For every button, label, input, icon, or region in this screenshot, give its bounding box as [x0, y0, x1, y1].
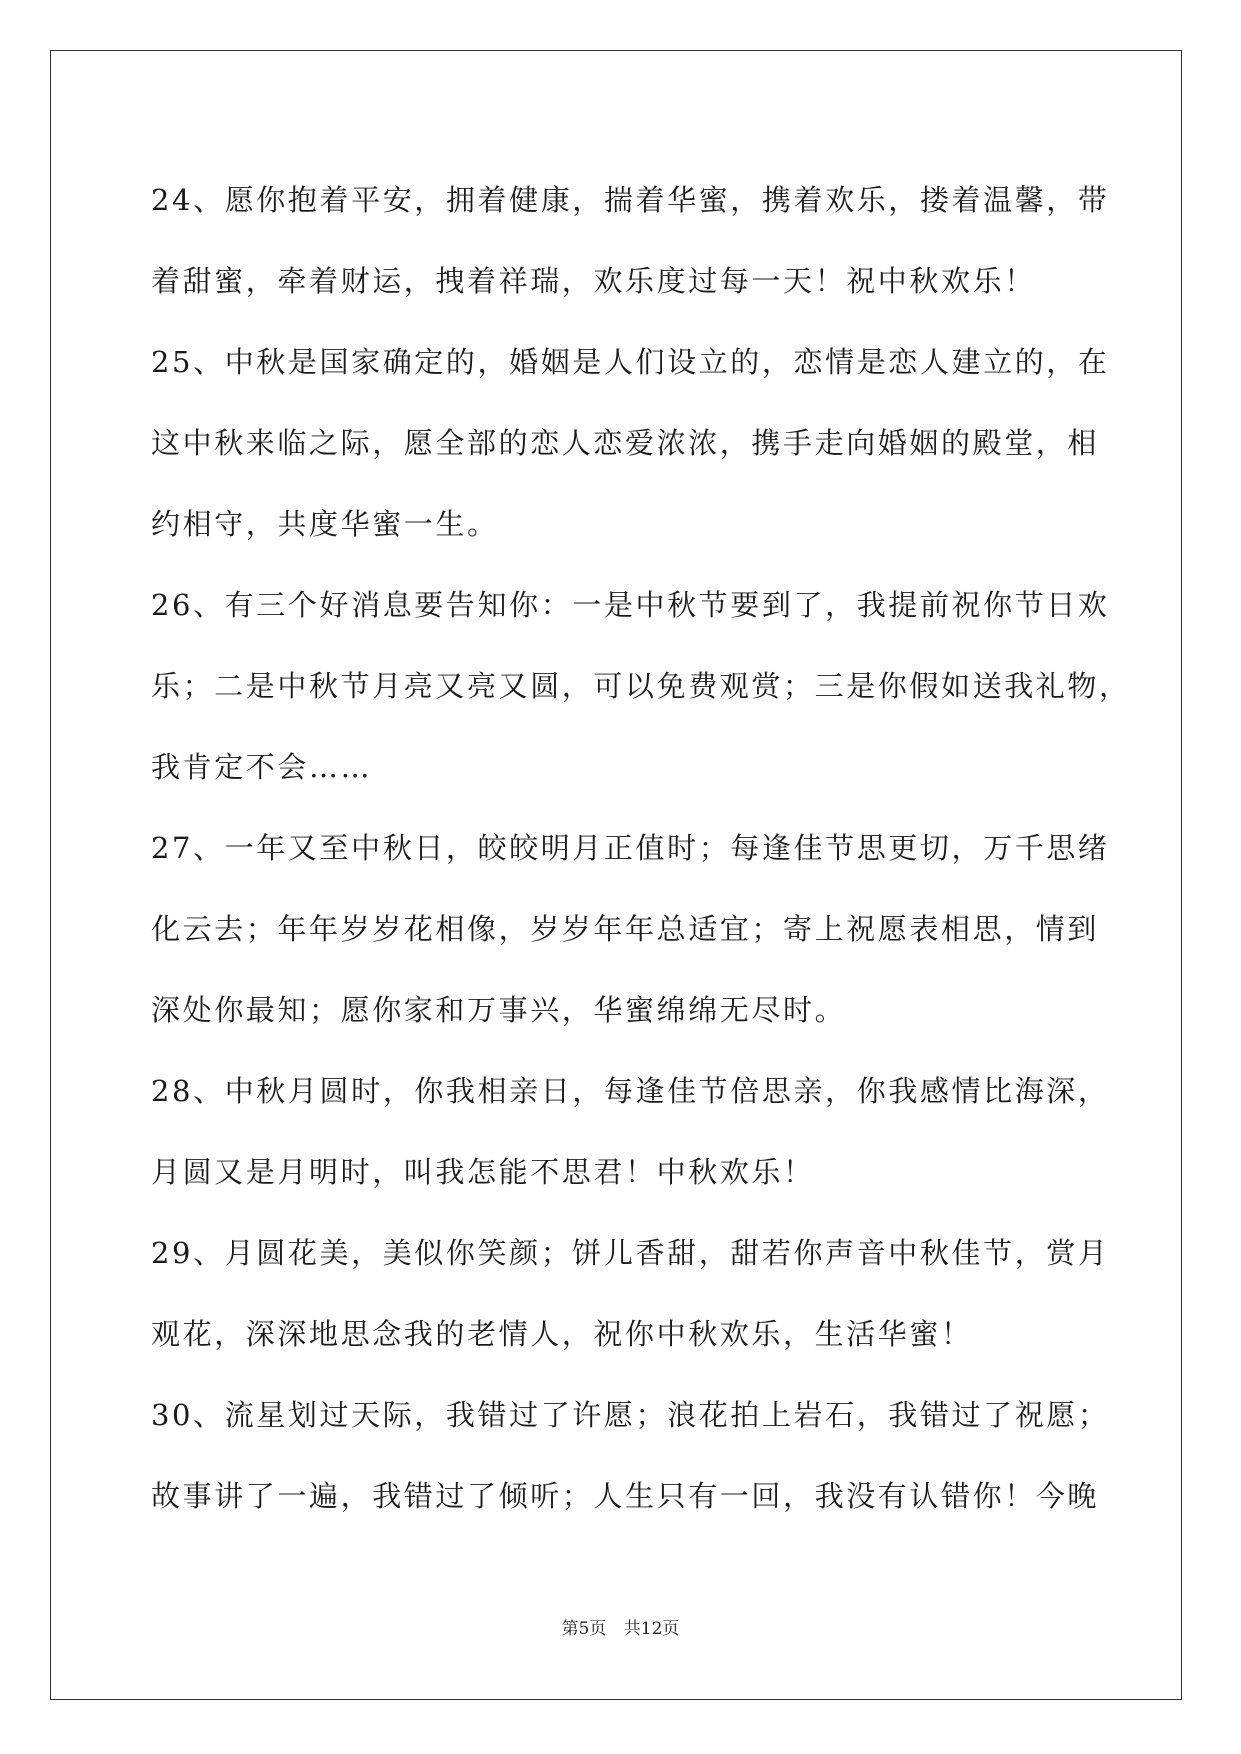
- text-line: 24、愿你抱着平安，拥着健康，揣着华蜜，携着欢乐，搂着温馨，带: [151, 183, 1110, 217]
- paragraph-27: [151, 808, 1110, 1051]
- page-total: 共12页: [623, 1619, 680, 1639]
- text-line: 这中秋来临之际，愿全部的恋人恋爱浓浓，携手走向婚姻的殿堂，相: [151, 426, 1100, 460]
- text-line: 故事讲了一遍，我错过了倾听；人生只有一回，我没有认错你！今晚: [151, 1479, 1100, 1513]
- text-line: 28、中秋月圆时，你我相亲日，每逢佳节倍思亲，你我感情比海深，: [151, 1074, 1110, 1108]
- text-line: 26、有三个好消息要告知你：一是中秋节要到了，我提前祝你节日欢: [151, 588, 1110, 622]
- page-number: 第5页: [561, 1619, 607, 1639]
- text-line: 27、一年又至中秋日，皎皎明月正值时；每逢佳节思更切，万千思绪: [151, 831, 1110, 865]
- paragraph-28: [151, 1051, 1110, 1213]
- text-line: 月圆又是月明时，叫我怎能不思君！中秋欢乐！: [151, 1155, 815, 1189]
- paragraph-24: [151, 160, 1110, 322]
- text-line: 化云去；年年岁岁花相像，岁岁年年总适宜；寄上祝愿表相思，情到: [151, 912, 1100, 946]
- document-body: [151, 160, 1131, 1537]
- paragraph-25: [151, 322, 1110, 565]
- text-line: 深处你最知；愿你家和万事兴，华蜜绵绵无尽时。: [151, 993, 847, 1027]
- text-line: 约相守，共度华蜜一生。: [151, 507, 499, 541]
- paragraph-29: [151, 1213, 1110, 1375]
- text-line: 29、月圆花美，美似你笑颜；饼儿香甜，甜若你声音中秋佳节，赏月: [151, 1236, 1110, 1270]
- text-line: 我肯定不会……: [151, 750, 373, 784]
- paragraph-30: [151, 1375, 1110, 1537]
- text-line: 观花，深深地思念我的老情人，祝你中秋欢乐，生活华蜜！: [151, 1317, 973, 1351]
- paragraph-26: [151, 565, 1131, 808]
- page-footer: [0, 1614, 1241, 1639]
- text-line: 乐；二是中秋节月亮又亮又圆，可以免费观赏；三是你假如送我礼物，: [151, 669, 1131, 703]
- text-line: 30、流星划过天际，我错过了许愿；浪花拍上岩石，我错过了祝愿；: [151, 1398, 1110, 1432]
- text-line: 25、中秋是国家确定的，婚姻是人们设立的，恋情是恋人建立的，在: [151, 345, 1110, 379]
- text-line: 着甜蜜，牵着财运，拽着祥瑞，欢乐度过每一天！祝中秋欢乐！: [151, 264, 1036, 298]
